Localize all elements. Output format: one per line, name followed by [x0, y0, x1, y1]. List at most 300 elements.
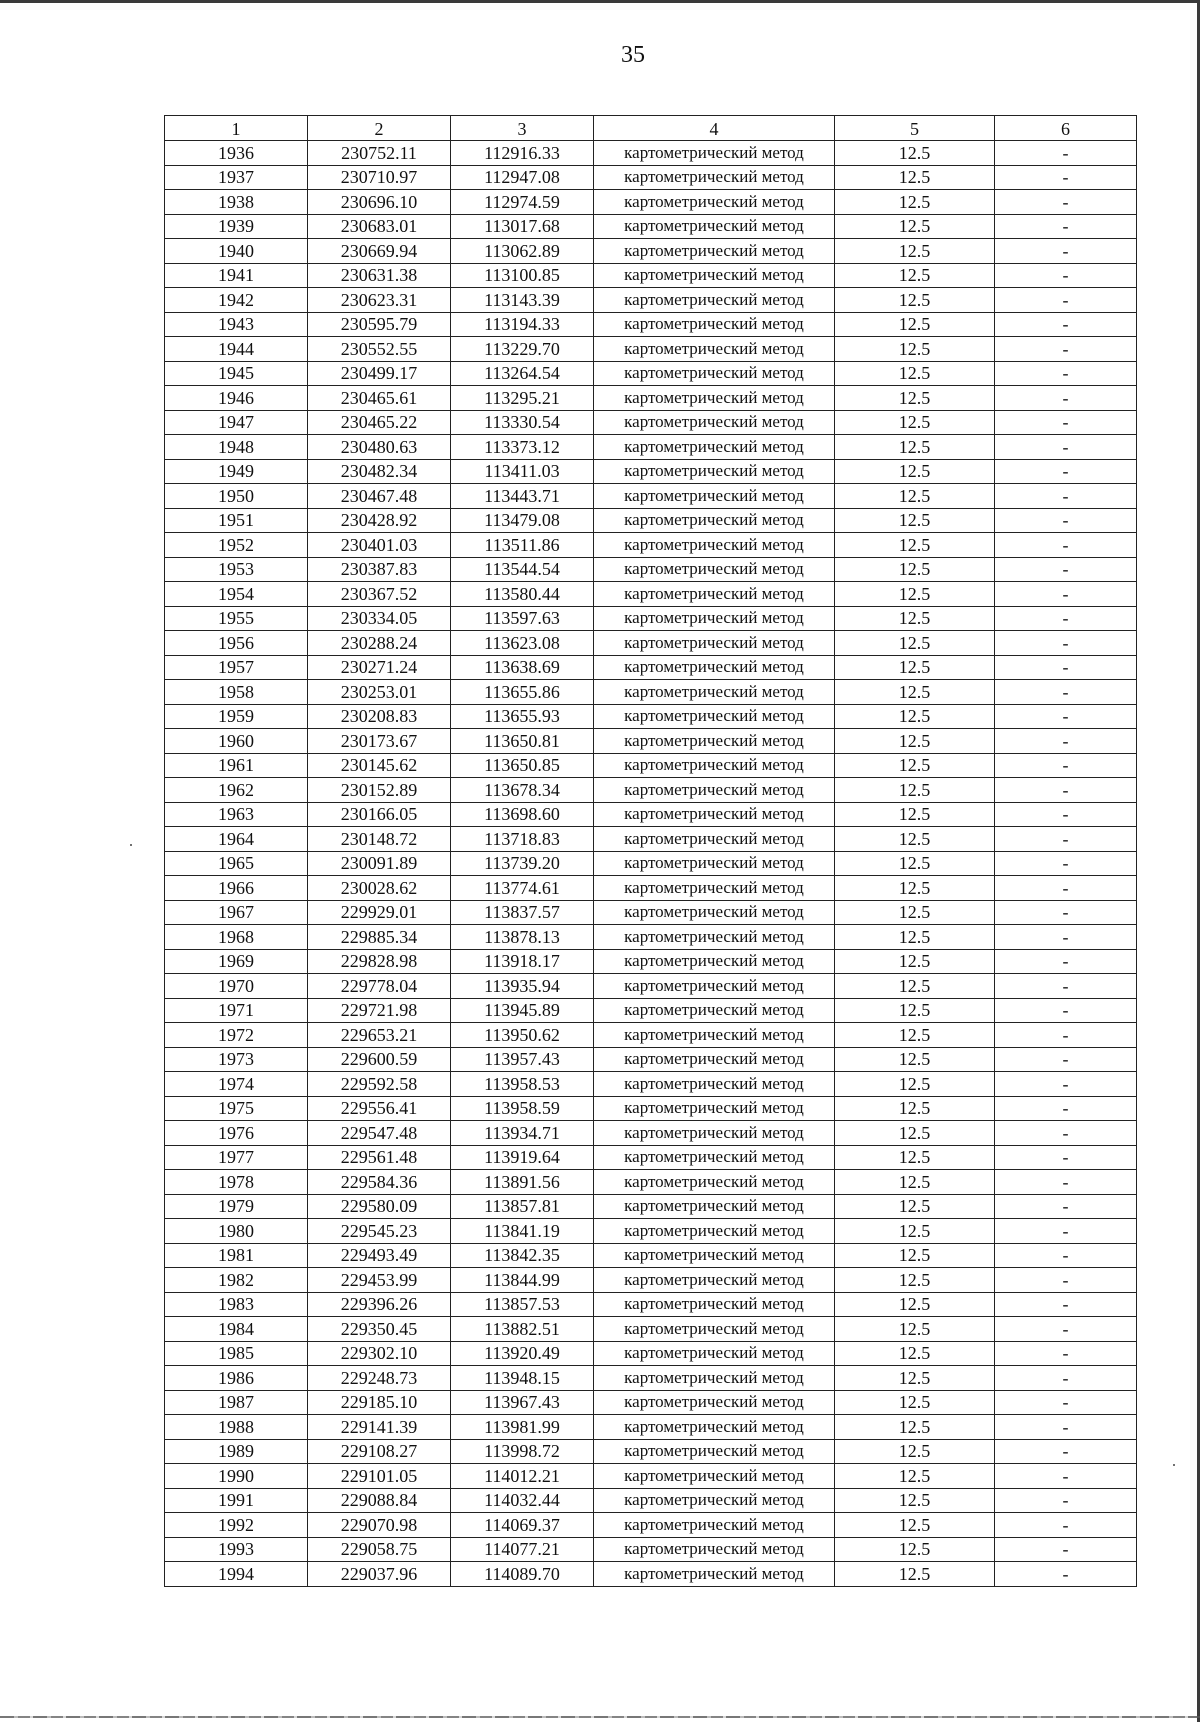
method-cell: картометрический метод	[594, 1145, 835, 1170]
x-coordinate-cell: 230208.83	[308, 704, 451, 729]
table-row	[165, 1121, 1137, 1146]
method-cell: картометрический метод	[594, 1513, 835, 1538]
accuracy-cell: 12.5	[835, 1047, 995, 1072]
x-coordinate-cell: 230480.63	[308, 435, 451, 460]
table-row	[165, 1537, 1137, 1562]
y-coordinate-cell: 113935.94	[451, 974, 594, 999]
x-coordinate-cell: 230145.62	[308, 753, 451, 778]
method-cell: картометрический метод	[594, 1537, 835, 1562]
accuracy-cell: 12.5	[835, 239, 995, 264]
y-coordinate-cell: 113857.53	[451, 1292, 594, 1317]
accuracy-cell: 12.5	[835, 1317, 995, 1342]
x-coordinate-cell: 229350.45	[308, 1317, 451, 1342]
x-coordinate-cell: 230387.83	[308, 557, 451, 582]
method-cell: картометрический метод	[594, 1072, 835, 1097]
method-cell: картометрический метод	[594, 778, 835, 803]
point-number-cell: 1970	[165, 974, 308, 999]
y-coordinate-cell: 113194.33	[451, 312, 594, 337]
method-cell: картометрический метод	[594, 410, 835, 435]
table-row	[165, 533, 1137, 558]
point-number-cell: 1936	[165, 141, 308, 166]
accuracy-cell: 12.5	[835, 1415, 995, 1440]
method-cell: картометрический метод	[594, 435, 835, 460]
accuracy-cell: 12.5	[835, 704, 995, 729]
table-row	[165, 631, 1137, 656]
table-row	[165, 802, 1137, 827]
x-coordinate-cell: 229108.27	[308, 1439, 451, 1464]
description-cell: -	[995, 753, 1137, 778]
table-row	[165, 263, 1137, 288]
table-row	[165, 827, 1137, 852]
y-coordinate-cell: 113841.19	[451, 1219, 594, 1244]
description-cell: -	[995, 949, 1137, 974]
description-cell: -	[995, 876, 1137, 901]
description-cell: -	[995, 606, 1137, 631]
point-number-cell: 1994	[165, 1562, 308, 1587]
method-cell: картометрический метод	[594, 876, 835, 901]
point-number-cell: 1973	[165, 1047, 308, 1072]
table-row	[165, 1170, 1137, 1195]
x-coordinate-cell: 229561.48	[308, 1145, 451, 1170]
accuracy-cell: 12.5	[835, 1072, 995, 1097]
description-cell: -	[995, 361, 1137, 386]
point-number-cell: 1967	[165, 900, 308, 925]
description-cell: -	[995, 680, 1137, 705]
table-row	[165, 974, 1137, 999]
y-coordinate-cell: 113597.63	[451, 606, 594, 631]
method-cell: картометрический метод	[594, 239, 835, 264]
point-number-cell: 1946	[165, 386, 308, 411]
x-coordinate-cell: 230752.11	[308, 141, 451, 166]
description-cell: -	[995, 386, 1137, 411]
accuracy-cell: 12.5	[835, 410, 995, 435]
method-cell: картометрический метод	[594, 974, 835, 999]
method-cell: картометрический метод	[594, 1366, 835, 1391]
description-cell: -	[995, 263, 1137, 288]
table-row	[165, 1047, 1137, 1072]
point-number-cell: 1955	[165, 606, 308, 631]
x-coordinate-cell: 230465.61	[308, 386, 451, 411]
point-number-cell: 1975	[165, 1096, 308, 1121]
y-coordinate-cell: 113891.56	[451, 1170, 594, 1195]
method-cell: картометрический метод	[594, 1219, 835, 1244]
method-cell: картометрический метод	[594, 288, 835, 313]
table-row	[165, 435, 1137, 460]
accuracy-cell: 12.5	[835, 1292, 995, 1317]
point-number-cell: 1939	[165, 214, 308, 239]
table-row	[165, 1219, 1137, 1244]
y-coordinate-cell: 113511.86	[451, 533, 594, 558]
description-cell: -	[995, 1219, 1137, 1244]
header-cell-5: 5	[835, 116, 995, 141]
table-row	[165, 508, 1137, 533]
point-number-cell: 1958	[165, 680, 308, 705]
description-cell: -	[995, 1488, 1137, 1513]
table-row	[165, 1341, 1137, 1366]
table-row	[165, 337, 1137, 362]
point-number-cell: 1962	[165, 778, 308, 803]
description-cell: -	[995, 190, 1137, 215]
description-cell: -	[995, 557, 1137, 582]
point-number-cell: 1969	[165, 949, 308, 974]
point-number-cell: 1963	[165, 802, 308, 827]
table-row	[165, 288, 1137, 313]
table-row	[165, 582, 1137, 607]
table-row	[165, 900, 1137, 925]
table-row	[165, 1292, 1137, 1317]
y-coordinate-cell: 113920.49	[451, 1341, 594, 1366]
method-cell: картометрический метод	[594, 1121, 835, 1146]
y-coordinate-cell: 113698.60	[451, 802, 594, 827]
description-cell: -	[995, 141, 1137, 166]
table-row	[165, 1366, 1137, 1391]
y-coordinate-cell: 113957.43	[451, 1047, 594, 1072]
y-coordinate-cell: 113945.89	[451, 998, 594, 1023]
accuracy-cell: 12.5	[835, 337, 995, 362]
x-coordinate-cell: 229493.49	[308, 1243, 451, 1268]
method-cell: картометрический метод	[594, 998, 835, 1023]
y-coordinate-cell: 113844.99	[451, 1268, 594, 1293]
x-coordinate-cell: 230091.89	[308, 851, 451, 876]
table-header-row	[165, 116, 1137, 141]
x-coordinate-cell: 230696.10	[308, 190, 451, 215]
accuracy-cell: 12.5	[835, 141, 995, 166]
table-row	[165, 729, 1137, 754]
accuracy-cell: 12.5	[835, 312, 995, 337]
method-cell: картометрический метод	[594, 1488, 835, 1513]
description-cell: -	[995, 484, 1137, 509]
y-coordinate-cell: 114077.21	[451, 1537, 594, 1562]
point-number-cell: 1961	[165, 753, 308, 778]
description-cell: -	[995, 165, 1137, 190]
y-coordinate-cell: 113479.08	[451, 508, 594, 533]
table-row	[165, 557, 1137, 582]
table-row	[165, 484, 1137, 509]
x-coordinate-cell: 229141.39	[308, 1415, 451, 1440]
accuracy-cell: 12.5	[835, 802, 995, 827]
method-cell: картометрический метод	[594, 704, 835, 729]
accuracy-cell: 12.5	[835, 1268, 995, 1293]
method-cell: картометрический метод	[594, 1096, 835, 1121]
scan-speck	[1173, 1464, 1175, 1466]
point-number-cell: 1949	[165, 459, 308, 484]
method-cell: картометрический метод	[594, 582, 835, 607]
method-cell: картометрический метод	[594, 263, 835, 288]
description-cell: -	[995, 1145, 1137, 1170]
y-coordinate-cell: 113650.85	[451, 753, 594, 778]
y-coordinate-cell: 113143.39	[451, 288, 594, 313]
point-number-cell: 1990	[165, 1464, 308, 1489]
method-cell: картометрический метод	[594, 1439, 835, 1464]
description-cell: -	[995, 508, 1137, 533]
accuracy-cell: 12.5	[835, 1096, 995, 1121]
scan-edge-top	[0, 0, 1200, 3]
point-number-cell: 1974	[165, 1072, 308, 1097]
x-coordinate-cell: 229584.36	[308, 1170, 451, 1195]
description-cell: -	[995, 827, 1137, 852]
accuracy-cell: 12.5	[835, 1439, 995, 1464]
table-row	[165, 606, 1137, 631]
point-number-cell: 1942	[165, 288, 308, 313]
description-cell: -	[995, 582, 1137, 607]
x-coordinate-cell: 230467.48	[308, 484, 451, 509]
point-number-cell: 1992	[165, 1513, 308, 1538]
accuracy-cell: 12.5	[835, 263, 995, 288]
x-coordinate-cell: 229653.21	[308, 1023, 451, 1048]
method-cell: картометрический метод	[594, 1464, 835, 1489]
x-coordinate-cell: 229070.98	[308, 1513, 451, 1538]
accuracy-cell: 12.5	[835, 484, 995, 509]
point-number-cell: 1972	[165, 1023, 308, 1048]
y-coordinate-cell: 113062.89	[451, 239, 594, 264]
method-cell: картометрический метод	[594, 557, 835, 582]
method-cell: картометрический метод	[594, 1194, 835, 1219]
table-row	[165, 1464, 1137, 1489]
x-coordinate-cell: 229453.99	[308, 1268, 451, 1293]
y-coordinate-cell: 113295.21	[451, 386, 594, 411]
table-row	[165, 165, 1137, 190]
table-row	[165, 386, 1137, 411]
y-coordinate-cell: 113958.53	[451, 1072, 594, 1097]
accuracy-cell: 12.5	[835, 680, 995, 705]
accuracy-cell: 12.5	[835, 582, 995, 607]
x-coordinate-cell: 230623.31	[308, 288, 451, 313]
accuracy-cell: 12.5	[835, 900, 995, 925]
description-cell: -	[995, 729, 1137, 754]
description-cell: -	[995, 778, 1137, 803]
y-coordinate-cell: 113981.99	[451, 1415, 594, 1440]
description-cell: -	[995, 435, 1137, 460]
page-number: 35	[621, 42, 645, 68]
y-coordinate-cell: 112916.33	[451, 141, 594, 166]
description-cell: -	[995, 214, 1137, 239]
x-coordinate-cell: 230428.92	[308, 508, 451, 533]
point-number-cell: 1937	[165, 165, 308, 190]
x-coordinate-cell: 230152.89	[308, 778, 451, 803]
table-row	[165, 1513, 1137, 1538]
x-coordinate-cell: 229592.58	[308, 1072, 451, 1097]
description-cell: -	[995, 288, 1137, 313]
point-number-cell: 1952	[165, 533, 308, 558]
point-number-cell: 1976	[165, 1121, 308, 1146]
point-number-cell: 1987	[165, 1390, 308, 1415]
method-cell: картометрический метод	[594, 631, 835, 656]
y-coordinate-cell: 113544.54	[451, 557, 594, 582]
point-number-cell: 1966	[165, 876, 308, 901]
y-coordinate-cell: 113934.71	[451, 1121, 594, 1146]
y-coordinate-cell: 113017.68	[451, 214, 594, 239]
description-cell: -	[995, 1317, 1137, 1342]
table-row	[165, 1562, 1137, 1587]
y-coordinate-cell: 113678.34	[451, 778, 594, 803]
method-cell: картометрический метод	[594, 1390, 835, 1415]
accuracy-cell: 12.5	[835, 753, 995, 778]
description-cell: -	[995, 1537, 1137, 1562]
point-number-cell: 1965	[165, 851, 308, 876]
accuracy-cell: 12.5	[835, 778, 995, 803]
x-coordinate-cell: 230482.34	[308, 459, 451, 484]
method-cell: картометрический метод	[594, 165, 835, 190]
scan-speck	[130, 844, 132, 846]
description-cell: -	[995, 1170, 1137, 1195]
method-cell: картометрический метод	[594, 900, 835, 925]
method-cell: картометрический метод	[594, 508, 835, 533]
y-coordinate-cell: 113264.54	[451, 361, 594, 386]
x-coordinate-cell: 229101.05	[308, 1464, 451, 1489]
x-coordinate-cell: 229600.59	[308, 1047, 451, 1072]
x-coordinate-cell: 230271.24	[308, 655, 451, 680]
x-coordinate-cell: 230710.97	[308, 165, 451, 190]
x-coordinate-cell: 230631.38	[308, 263, 451, 288]
table-body	[165, 141, 1137, 1587]
method-cell: картометрический метод	[594, 925, 835, 950]
method-cell: картометрический метод	[594, 1292, 835, 1317]
description-cell: -	[995, 1047, 1137, 1072]
accuracy-cell: 12.5	[835, 729, 995, 754]
description-cell: -	[995, 1464, 1137, 1489]
y-coordinate-cell: 114012.21	[451, 1464, 594, 1489]
x-coordinate-cell: 230595.79	[308, 312, 451, 337]
accuracy-cell: 12.5	[835, 1366, 995, 1391]
x-coordinate-cell: 229580.09	[308, 1194, 451, 1219]
table-row	[165, 1390, 1137, 1415]
accuracy-cell: 12.5	[835, 1341, 995, 1366]
method-cell: картометрический метод	[594, 949, 835, 974]
x-coordinate-cell: 229828.98	[308, 949, 451, 974]
y-coordinate-cell: 113857.81	[451, 1194, 594, 1219]
y-coordinate-cell: 113774.61	[451, 876, 594, 901]
accuracy-cell: 12.5	[835, 631, 995, 656]
table-row	[165, 655, 1137, 680]
point-number-cell: 1978	[165, 1170, 308, 1195]
description-cell: -	[995, 900, 1137, 925]
accuracy-cell: 12.5	[835, 508, 995, 533]
table-row	[165, 1243, 1137, 1268]
table-row	[165, 1439, 1137, 1464]
point-number-cell: 1957	[165, 655, 308, 680]
x-coordinate-cell: 230367.52	[308, 582, 451, 607]
point-number-cell: 1951	[165, 508, 308, 533]
y-coordinate-cell: 113650.81	[451, 729, 594, 754]
accuracy-cell: 12.5	[835, 655, 995, 680]
x-coordinate-cell: 229037.96	[308, 1562, 451, 1587]
accuracy-cell: 12.5	[835, 557, 995, 582]
scan-edge-bottom	[0, 1716, 1200, 1718]
accuracy-cell: 12.5	[835, 876, 995, 901]
accuracy-cell: 12.5	[835, 1023, 995, 1048]
y-coordinate-cell: 113739.20	[451, 851, 594, 876]
method-cell: картометрический метод	[594, 312, 835, 337]
y-coordinate-cell: 113918.17	[451, 949, 594, 974]
method-cell: картометрический метод	[594, 827, 835, 852]
accuracy-cell: 12.5	[835, 288, 995, 313]
x-coordinate-cell: 229547.48	[308, 1121, 451, 1146]
x-coordinate-cell: 229248.73	[308, 1366, 451, 1391]
x-coordinate-cell: 230028.62	[308, 876, 451, 901]
method-cell: картометрический метод	[594, 802, 835, 827]
x-coordinate-cell: 229185.10	[308, 1390, 451, 1415]
method-cell: картометрический метод	[594, 606, 835, 631]
x-coordinate-cell: 230683.01	[308, 214, 451, 239]
x-coordinate-cell: 229545.23	[308, 1219, 451, 1244]
description-cell: -	[995, 459, 1137, 484]
point-number-cell: 1989	[165, 1439, 308, 1464]
method-cell: картометрический метод	[594, 1415, 835, 1440]
point-number-cell: 1954	[165, 582, 308, 607]
y-coordinate-cell: 113373.12	[451, 435, 594, 460]
point-number-cell: 1943	[165, 312, 308, 337]
accuracy-cell: 12.5	[835, 827, 995, 852]
accuracy-cell: 12.5	[835, 1121, 995, 1146]
y-coordinate-cell: 113655.86	[451, 680, 594, 705]
coordinates-table	[164, 115, 1137, 1587]
description-cell: -	[995, 337, 1137, 362]
y-coordinate-cell: 113718.83	[451, 827, 594, 852]
table-row	[165, 680, 1137, 705]
description-cell: -	[995, 802, 1137, 827]
point-number-cell: 1986	[165, 1366, 308, 1391]
description-cell: -	[995, 1072, 1137, 1097]
table-row	[165, 851, 1137, 876]
accuracy-cell: 12.5	[835, 925, 995, 950]
method-cell: картометрический метод	[594, 729, 835, 754]
table-row	[165, 141, 1137, 166]
point-number-cell: 1983	[165, 1292, 308, 1317]
table-row	[165, 1145, 1137, 1170]
method-cell: картометрический метод	[594, 533, 835, 558]
point-number-cell: 1988	[165, 1415, 308, 1440]
y-coordinate-cell: 113837.57	[451, 900, 594, 925]
accuracy-cell: 12.5	[835, 533, 995, 558]
x-coordinate-cell: 230288.24	[308, 631, 451, 656]
point-number-cell: 1985	[165, 1341, 308, 1366]
x-coordinate-cell: 230334.05	[308, 606, 451, 631]
table-row	[165, 998, 1137, 1023]
accuracy-cell: 12.5	[835, 1194, 995, 1219]
x-coordinate-cell: 230552.55	[308, 337, 451, 362]
description-cell: -	[995, 410, 1137, 435]
description-cell: -	[995, 1268, 1137, 1293]
description-cell: -	[995, 925, 1137, 950]
accuracy-cell: 12.5	[835, 851, 995, 876]
method-cell: картометрический метод	[594, 141, 835, 166]
description-cell: -	[995, 851, 1137, 876]
y-coordinate-cell: 113958.59	[451, 1096, 594, 1121]
method-cell: картометрический метод	[594, 680, 835, 705]
method-cell: картометрический метод	[594, 484, 835, 509]
point-number-cell: 1960	[165, 729, 308, 754]
method-cell: картометрический метод	[594, 1341, 835, 1366]
method-cell: картометрический метод	[594, 1562, 835, 1587]
point-number-cell: 1982	[165, 1268, 308, 1293]
table-row	[165, 704, 1137, 729]
point-number-cell: 1991	[165, 1488, 308, 1513]
accuracy-cell: 12.5	[835, 214, 995, 239]
method-cell: картометрический метод	[594, 851, 835, 876]
accuracy-cell: 12.5	[835, 386, 995, 411]
method-cell: картометрический метод	[594, 361, 835, 386]
table-row	[165, 1268, 1137, 1293]
x-coordinate-cell: 229088.84	[308, 1488, 451, 1513]
accuracy-cell: 12.5	[835, 1145, 995, 1170]
y-coordinate-cell: 113948.15	[451, 1366, 594, 1391]
accuracy-cell: 12.5	[835, 361, 995, 386]
description-cell: -	[995, 533, 1137, 558]
accuracy-cell: 12.5	[835, 1390, 995, 1415]
point-number-cell: 1977	[165, 1145, 308, 1170]
description-cell: -	[995, 1513, 1137, 1538]
description-cell: -	[995, 1366, 1137, 1391]
